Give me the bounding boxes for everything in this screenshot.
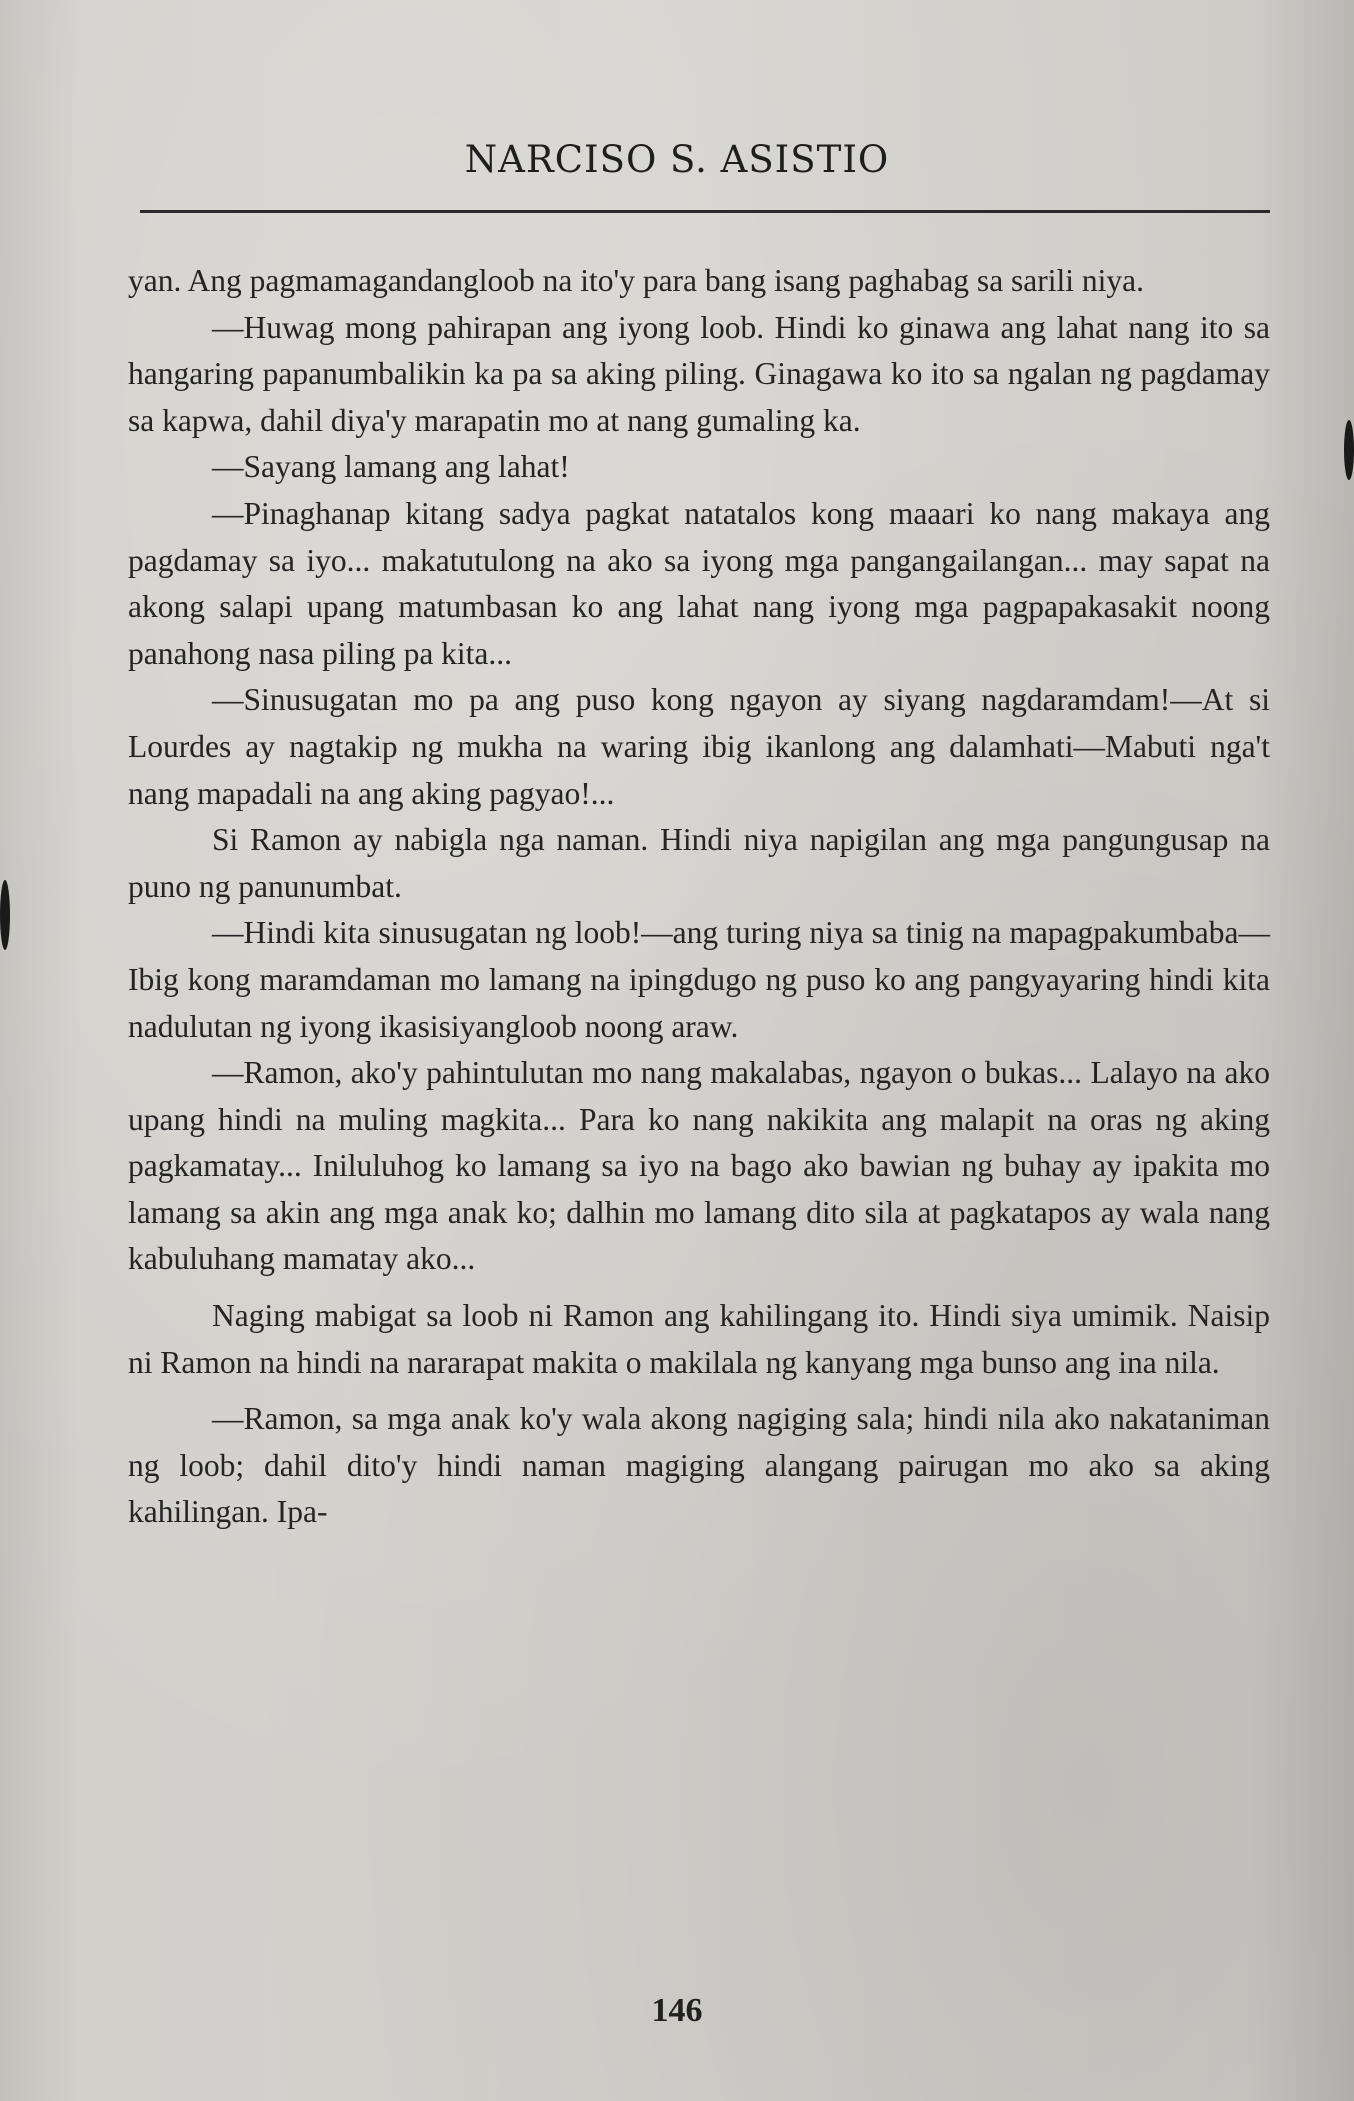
paragraph-8: —Ramon, ako'y pahintulutan mo nang makalabas, ngayon o bukas... Lalayo na ako upang hindi na muling magkita... Para ko nang nakikita ang malapit na oras ng aking pagkamatay... Iniluluhog ko lamang sa iyo na bago ako bawian ng buhay ay ipakita mo lamang sa akin ang mga anak ko; dalhin mo lamang dito sila at pagkatapos ay wala nang kabuluhang mamatay ako... — [128, 1055, 1270, 1277]
paragraph-5: —Sinusugatan mo pa ang puso kong ngayon ay siyang nagdaramdam!—At si Lourdes ay nagtakip ng mukha na waring ibig ikanlong ang dalamhati—Mabuti nga't nang mapadali na ang aking pagyao!... — [128, 682, 1270, 811]
paragraph-3: —Sayang lamang ang lahat! — [212, 449, 570, 485]
paragraph-6: Si Ramon ay nabigla nga naman. Hindi niya napigilan ang mga pangungusap na puno ng panunumbat. — [128, 822, 1270, 904]
paragraph-7: —Hindi kita sinusugatan ng loob!—ang turing niya sa tinig na mapagpakumbaba—Ibig kong maramdaman mo lamang na ipingdugo ng puso ko ang pangyayaring hindi kita nadulutan ng iyong ikasisiyangloob noong araw. — [128, 915, 1270, 1044]
paragraph-4: —Pinaghanap kitang sadya pagkat natatalos kong maaari ko nang makaya ang pagdamay sa iyo... makatutulong na ako sa iyong mga pangangailangan... may sapat na akong salapi upang matumbasan ko ang lahat nang iyong mga pagpapakasakit noong panahong nasa piling pa kita... — [128, 495, 1270, 671]
right-edge-mark — [1344, 420, 1354, 480]
paragraph-10: —Ramon, sa mga anak ko'y wala akong nagiging sala; hindi nila ako nakataniman ng loob; dahil dito'y hindi naman magiging alangang pairugan mo ako sa aking kahilingan. Ipa- — [128, 1401, 1270, 1530]
paragraph-9: Naging mabigat sa loob ni Ramon ang kahilingang ito. Hindi siya umimik. Naisip ni Ramon na hindi na nararapat makita o makilala ng kanyang mga bunso ang ina nila. — [128, 1298, 1270, 1380]
header-rule — [140, 210, 1270, 213]
running-header-author: NARCISO S. ASISTIO — [464, 138, 890, 181]
page-number: 146 — [651, 1992, 703, 2029]
left-edge-mark — [0, 880, 10, 950]
page-body-text — [128, 258, 1270, 1536]
paragraph-1: yan. Ang pagmamagandangloob na ito'y para bang isang paghabag sa sarili niya. — [128, 263, 1145, 298]
paragraph-2: —Huwag mong pahirapan ang iyong loob. Hindi ko ginawa ang lahat nang ito sa hangaring papanumbalikin ka pa sa aking piling. Ginagawa ko ito sa ngalan ng pagdamay sa kapwa, dahil diya'y marapatin mo at nang gumaling ka. — [128, 309, 1270, 438]
